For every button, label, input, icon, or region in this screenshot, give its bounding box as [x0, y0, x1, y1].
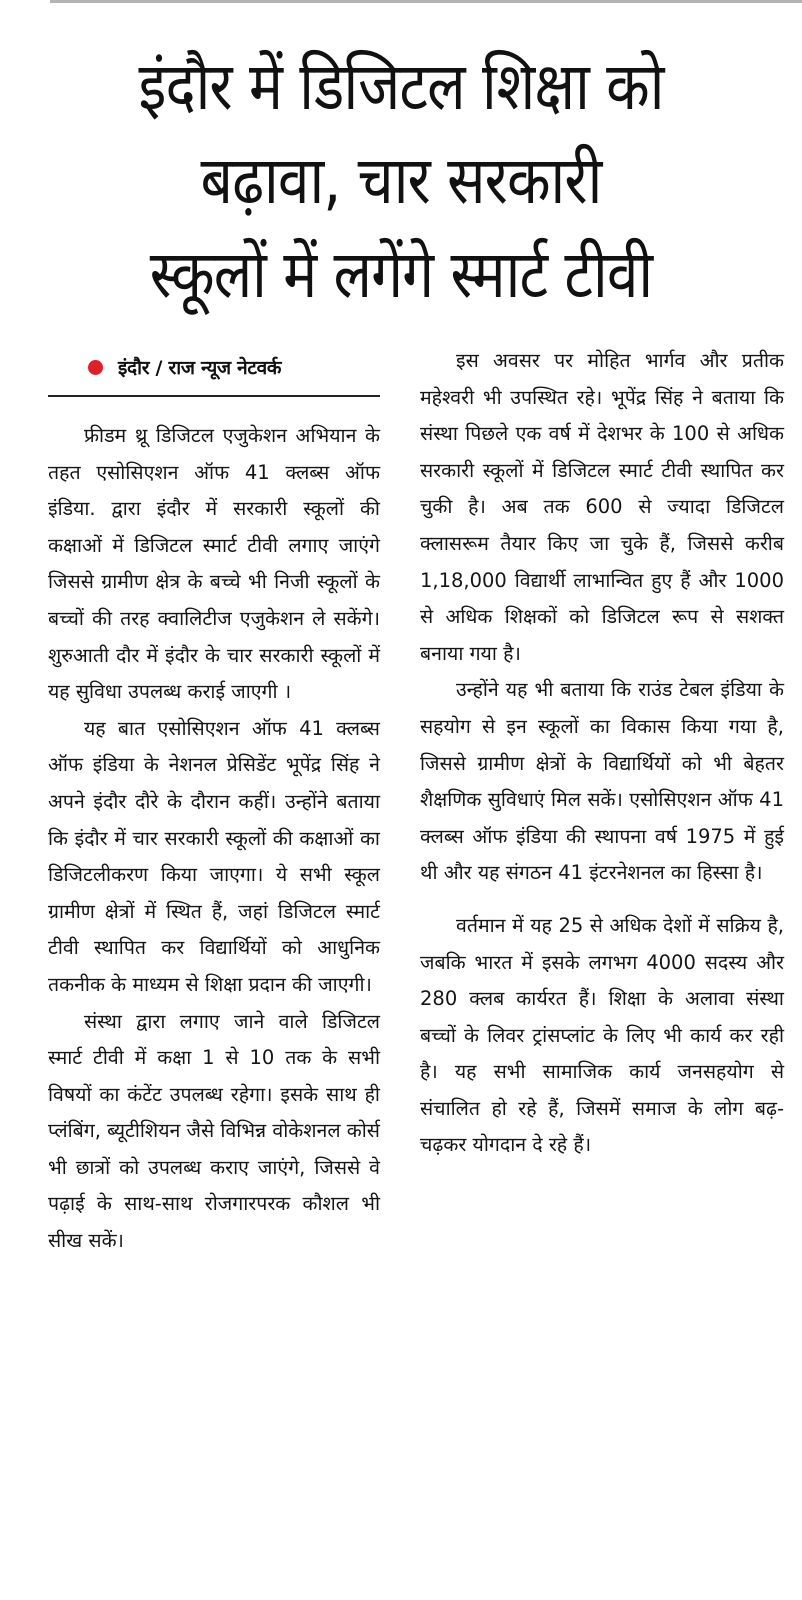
headline-line: इंदौर में डिजिटल शिक्षा को — [138, 48, 664, 125]
headline — [56, 40, 746, 322]
byline — [88, 352, 281, 382]
byline-text: इंदौर / राज न्यूज नेटवर्क — [118, 357, 282, 379]
byline-divider — [48, 395, 380, 397]
article-paragraph: यह बात एसोसिएशन ऑफ 41 क्लब्स ऑफ इंडिया के नेशनल प्रेसिडेंट भूपेंद्र सिंह ने अपने इंदौर दौरे के दौरान कहीं। उन्होंने बताया कि इंदौर में चार सरकारी स्कूलों की कक्षाओं का डिजिटलीकरण किया जाएगा। ये सभी स्कूल ग्रामीण क्षेत्रों में स्थित हैं, जहां डिजिटल स्मार्ट टीवी स्थापित कर विद्यार्थियों को आधुनिक तकनीक के माध्यम से शिक्षा प्रदान की जाएगी। — [48, 716, 380, 996]
article-paragraph: संस्था द्वारा लगाए जाने वाले डिजिटल स्मार्ट टीवी में कक्षा 1 से 10 तक के सभी विषयों का कंटेंट उपलब्ध रहेगा। इसके साथ ही प्लंबिंग, ब्यूटीशियन जैसे विभिन्न वोकेशनल कोर्स भी छात्रों को उपलब्ध कराए जाएंगे, जिससे वे पढ़ाई के साथ-साथ रोजगारपरक कौशल भी सीख सकें। — [48, 1009, 380, 1253]
article-column-right — [420, 343, 784, 1164]
article-paragraph: इस अवसर पर मोहित भार्गव और प्रतीक महेश्वरी भी उपस्थित रहे। भूपेंद्र सिंह ने बताया कि संस्था पिछले एक वर्ष में देशभर के 100 से अधिक सरकारी स्कूलों में डिजिटल स्मार्ट टीवी स्थापित कर चुकी है। अब तक 600 से ज्यादा डिजिटल क्लासरूम तैयार किए जा चुके हैं, जिससे करीब 1,18,000 विद्यार्थी लाभान्वित हुए हैं और 1000 से अधिक शिक्षकों को डिजिटल रूप से सशक्त बनाया गया है। — [420, 349, 784, 665]
headline-line: बढ़ावा, चार सरकारी — [200, 142, 602, 219]
article-paragraph: उन्होंने यह भी बताया कि राउंड टेबल इंडिया के सहयोग से इन स्कूलों का विकास किया गया है, जिससे ग्रामीण क्षेत्रों के विद्यार्थियों को भी बेहतर शैक्षणिक सुविधाएं मिल सकें। एसोसिएशन ऑफ 41 क्लब्स ऑफ इंडिया की स्थापना वर्ष 1975 में हुई थी और यह संगठन 41 इंटरनेशनल का हिस्सा है। — [420, 678, 784, 885]
headline-line: स्कूलों में लगेंगे स्मार्ट टीवी — [149, 236, 653, 313]
article-paragraph: फ्रीडम थ्रू डिजिटल एजुकेशन अभियान के तहत एसोसिएशन ऑफ 41 क्लब्स ऑफ इंडिया. द्वारा इंदौर में सरकारी स्कूलों की कक्षाओं में डिजिटल स्मार्ट टीवी लगाए जाएंगे जिससे ग्रामीण क्षेत्र के बच्चे भी निजी स्कूलों के बच्चों की तरह क्वालिटीज एजुकेशन ले सकेंगे। शुरुआती दौर में इंदौर के चार सरकारी स्कूलों में यह सुविधा उपलब्ध कराई जाएगी । — [48, 424, 380, 704]
top-frame-border — [50, 0, 802, 3]
article-paragraph: वर्तमान में यह 25 से अधिक देशों में सक्रिय है, जबकि भारत में इसके लगभग 4000 सदस्य और 280 क्लब कार्यरत हैं। शिक्षा के अलावा संस्था बच्चों के लिवर ट्रांसप्लांट के लिए भी कार्य कर रही है। यह सभी सामाजिक कार्य जनसहयोग से संचालित हो रहे हैं, जिसमें समाज के लोग बढ़-चढ़कर योगदान दे रहे हैं। — [420, 913, 784, 1157]
red-dot-icon — [88, 360, 103, 375]
article-column-left — [48, 418, 380, 1260]
